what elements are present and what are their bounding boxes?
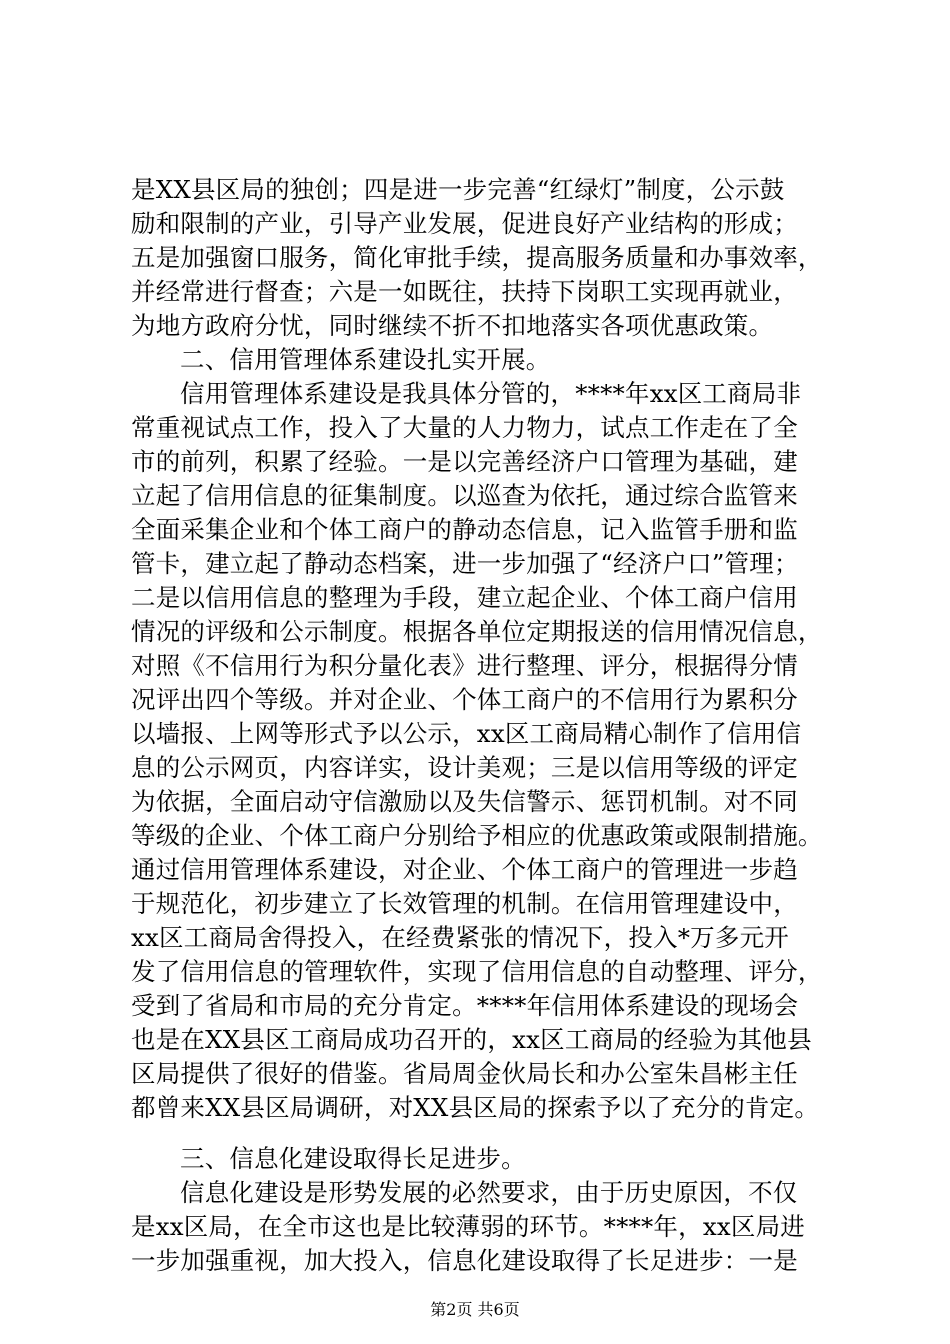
section-heading: 二、信用管理体系建设扎实开展。: [180, 345, 551, 374]
text-line: 立起了信用信息的征集制度。以巡查为依托，通过综合监管来: [131, 481, 798, 510]
text-line: 受到了省局和市局的充分肯定。****年信用体系建设的现场会: [131, 991, 799, 1020]
page-footer: 第2页 共6页: [430, 1300, 520, 1319]
text-line: 一步加强重视，加大投入，信息化建设取得了长足进步：一是: [131, 1246, 798, 1275]
text-line: 信息化建设是形势发展的必然要求，由于历史原因，不仅: [180, 1178, 798, 1207]
text-line: 全面采集企业和个体工商户的静动态信息，记入监管手册和监: [131, 515, 798, 544]
section-heading: 三、信息化建设取得长足进步。: [180, 1144, 526, 1173]
text-line: 二是以信用信息的整理为手段，建立起企业、个体工商户信用: [131, 583, 798, 612]
text-line: 五是加强窗口服务，简化审批手续，提高服务质量和办事效率，: [131, 243, 823, 272]
text-line: 等级的企业、个体工商户分别给予相应的优惠政策或限制措施。: [131, 821, 823, 850]
text-line: 励和限制的产业，引导产业发展，促进良好产业结构的形成；: [131, 209, 798, 238]
text-line: xx区工商局舍得投入，在经费紧张的情况下，投入*万多元开: [131, 923, 789, 952]
text-line: 是XX县区局的独创；四是进一步完善“红绿灯”制度，公示鼓: [131, 175, 785, 204]
text-line: 并经常进行督查；六是一如既往，扶持下岗职工实现再就业，: [131, 277, 798, 306]
text-line: 对照《不信用行为积分量化表》进行整理、评分，根据得分情: [131, 651, 798, 680]
text-line: 也是在XX县区工商局成功召开的，xx区工商局的经验为其他县: [131, 1025, 812, 1054]
text-line: 息的公示网页，内容详实，设计美观；三是以信用等级的评定: [131, 753, 798, 782]
text-line: 管卡，建立起了静动态档案，进一步加强了“经济户口”管理；: [131, 549, 799, 578]
text-line: 情况的评级和公示制度。根据各单位定期报送的信用情况信息，: [131, 617, 823, 646]
text-line: 为依据，全面启动守信激励以及失信警示、惩罚机制。对不同: [131, 787, 798, 816]
text-line: 都曾来XX县区局调研，对XX县区局的探索予以了充分的肯定。: [131, 1093, 820, 1122]
text-line: 区局提供了很好的借鉴。省局周金伙局长和办公室朱昌彬主任: [131, 1059, 798, 1088]
text-line: 常重视试点工作，投入了大量的人力物力，试点工作走在了全: [131, 413, 798, 442]
text-line: 以墙报、上网等形式予以公示，xx区工商局精心制作了信用信: [131, 719, 802, 748]
text-line: 况评出四个等级。并对企业、个体工商户的不信用行为累积分: [131, 685, 798, 714]
text-line: 发了信用信息的管理软件，实现了信用信息的自动整理、评分，: [131, 957, 823, 986]
text-line: 通过信用管理体系建设，对企业、个体工商户的管理进一步趋: [131, 855, 798, 884]
text-line: 于规范化，初步建立了长效管理的机制。在信用管理建设中，: [131, 889, 798, 918]
text-line: 为地方政府分忧，同时继续不折不扣地落实各项优惠政策。: [131, 311, 774, 340]
text-line: 是xx区局，在全市这也是比较薄弱的环节。****年，xx区局进: [131, 1212, 805, 1241]
text-line: 市的前列，积累了经验。一是以完善经济户口管理为基础，建: [131, 447, 798, 476]
text-line: 信用管理体系建设是我具体分管的，****年xx区工商局非: [180, 379, 802, 408]
